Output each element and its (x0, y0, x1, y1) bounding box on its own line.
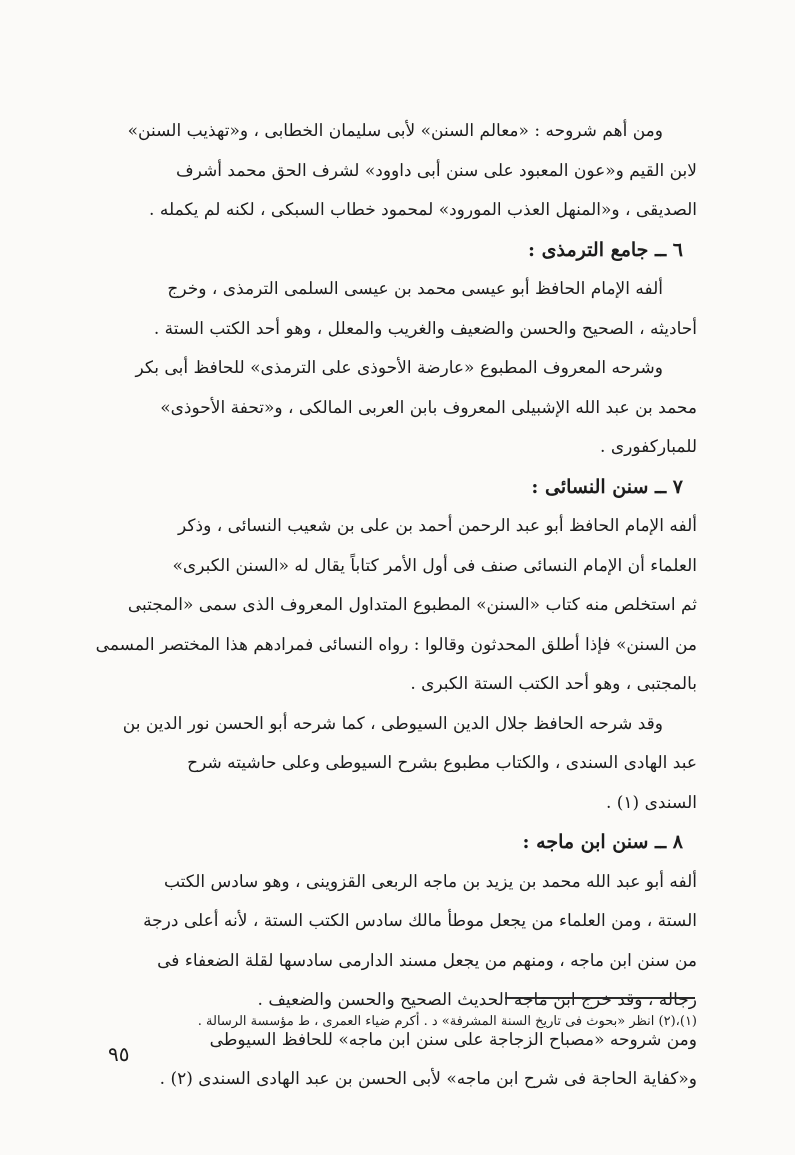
text-line: وشرحه المعروف المطبوع «عارضة الأحوذى على الترمذى» للحافظ أبى بكر (135, 358, 663, 378)
text-line: ألفه أبو عبد الله محمد بن يزيد بن ماجه الربعى القزوينى ، وهو سادس الكتب (163, 871, 697, 892)
text-line: من سنن ابن ماجه ، ومنهم من يجعل مسند الدارمى سادسها لقلة الضعفاء فى (157, 950, 697, 971)
text-line: ومن شروحه «مصباح الزجاجة على سنن ابن ماجه» للحافظ السيوطى (209, 1029, 697, 1050)
text-line: ثم استخلص منه كتاب «السنن» المطبوع المتداول المعروف الذى سمى «المجتبى (127, 595, 697, 615)
section-heading: ٨ ــ سنن ابن ماجه : (522, 831, 683, 853)
text-line: و«كفاية الحاجة فى شرح ابن ماجه» لأبى الحسن بن عبد الهادى السندى (٢) . (159, 1069, 697, 1089)
text-line: عبد الهادى السندى ، والكتاب مطبوع بشرح السيوطى وعلى حاشيته شرح (187, 753, 697, 773)
footnote: (١)،(٢) انظر «بحوث فى تاريخ السنة المشرفة» د . أكرم ضياء العمرى ، ط مؤسسة الرسالة . (197, 1014, 697, 1029)
text-line: وقد شرحه الحافظ جلال الدين السيوطى ، كما شرحه أبو الحسن نور الدين بن (122, 713, 663, 734)
text-line: الستة ، ومن العلماء من يجعل موطأ مالك سادس الكتب الستة ، لأنه أعلى درجة (143, 911, 697, 931)
text-line: أحاديثه ، الصحيح والحسن والضعيف والغريب والمعلل ، وهو أحد الكتب الستة . (153, 318, 697, 339)
text-line: العلماء أن الإمام النسائى صنف فى أول الأمر كتاباً يقال له «السنن الكبرى» (172, 555, 697, 576)
text-line: ألفه الإمام الحافظ أبو عيسى محمد بن عيسى السلمى الترمذى ، وخرج (167, 279, 663, 299)
text-line: من السنن» فإذا أطلق المحدثون وقالوا : رواه النسائى فمرادهم هذا المختصر المسمى (95, 634, 697, 655)
text-line: الصديقى ، و«المنهل العذب المورود» لمحمود خطاب السبكى ، لكنه لم يكمله . (149, 200, 697, 220)
text-line: ومن أهم شروحه : «معالم السنن» لأبى سليمان الخطابى ، و«تهذيب السنن» (127, 121, 663, 141)
footnote-separator (505, 997, 695, 999)
text-line: لابن القيم و«عون المعبود على سنن أبى داوود» لشرف الحق محمد أشرف (176, 160, 697, 181)
text-line: السندى (١) . (605, 792, 697, 813)
main-text (88, 112, 697, 1100)
text-line: للمباركفورى . (600, 437, 697, 457)
text-line: ألفه الإمام الحافظ أبو عبد الرحمن أحمد بن على بن شعيب النسائى ، وذكر (178, 516, 697, 536)
page-number: ٩٥ (108, 1042, 130, 1066)
section-heading: ٧ ــ سنن النسائى : (531, 475, 683, 498)
text-line: محمد بن عبد الله الإشبيلى المعروف بابن العربى المالكى ، و«تحفة الأحوذى» (160, 397, 697, 418)
section-heading: ٦ ــ جامع الترمذى : (528, 238, 683, 261)
text-line: بالمجتبى ، وهو أحد الكتب الستة الكبرى . (410, 674, 697, 694)
text-line: رجاله ، وقد خرج ابن ماجه الحديث الصحيح والحسن والضعيف . (257, 990, 697, 1010)
